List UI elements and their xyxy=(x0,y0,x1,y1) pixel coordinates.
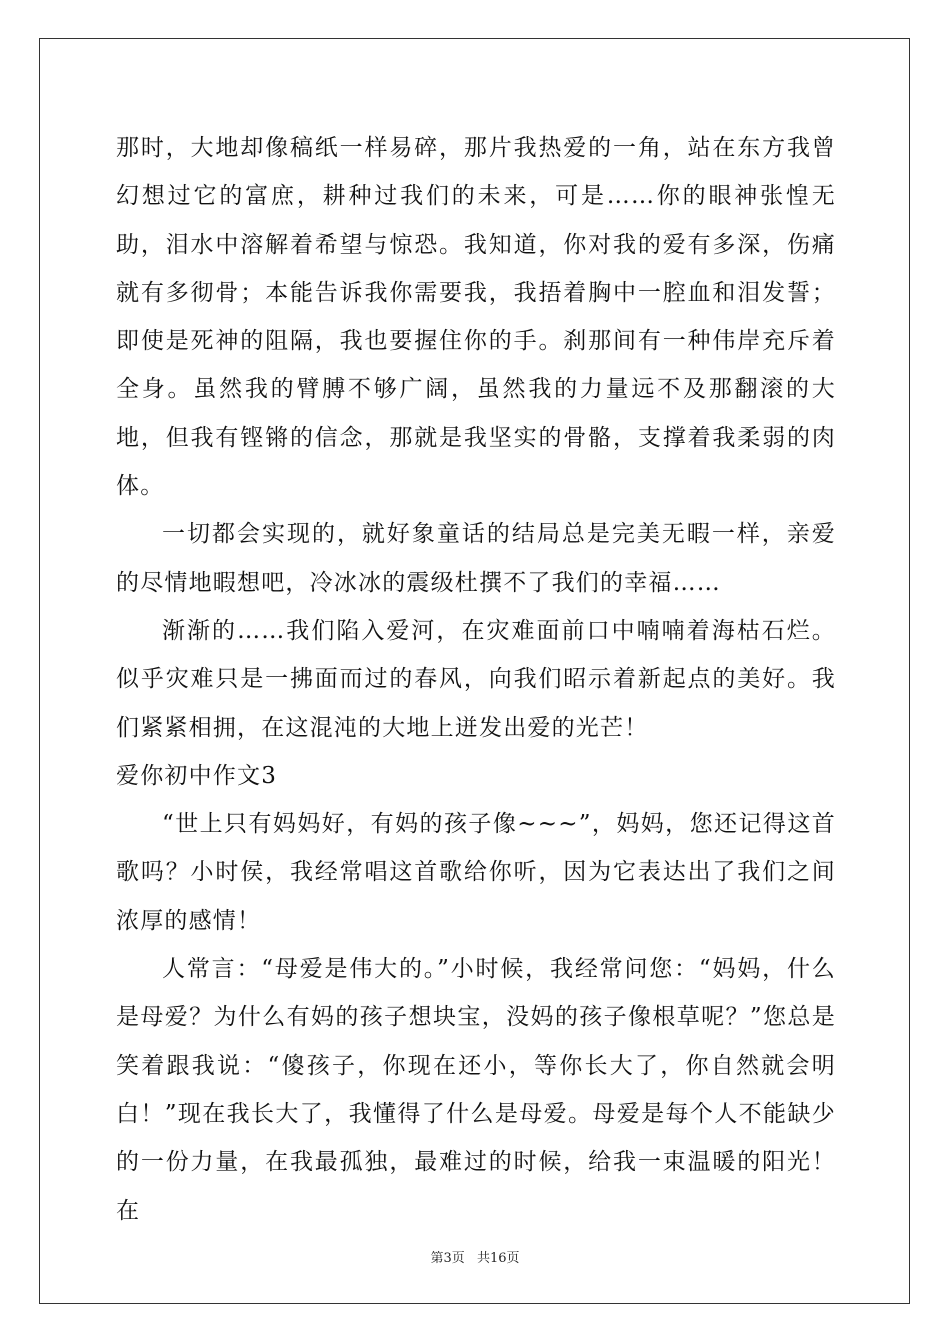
paragraph-2: 一切都会实现的，就好象童话的结局总是完美无暇一样，亲爱的尽情地暇想吧，冷冰冰的震级杜撰不了我们的幸福…… xyxy=(116,521,836,596)
section-paragraph-1: “世上只有妈妈好，有妈的孩子像~~~”，妈妈，您还记得这首歌吗？小时侯，我经常唱这首歌给你听，因为它表达出了我们之间浓厚的感情！ xyxy=(116,811,836,934)
document-body xyxy=(116,124,836,1235)
page-footer xyxy=(0,1247,950,1266)
section-title: 爱你初中作文3 xyxy=(116,762,278,789)
section-paragraph-2: 人常言：“母爱是伟大的。”小时候，我经常问您：“妈妈，什么是母爱？为什么有妈的孩子想块宝，没妈的孩子像根草呢？”您总是笑着跟我说：“傻孩子，你现在还小，等你长大了，你自然就会明白！”现在我长大了，我懂得了什么是母爱。母爱是每个人不能缺少的一份力量，在我最孤独，最难过的时候，给我一束温暖的阳光！在 xyxy=(116,956,836,1224)
page-total: 共16页 xyxy=(476,1251,520,1266)
paragraph-3: 渐渐的……我们陷入爱河，在灾难面前口中喃喃着海枯石烂。似乎灾难只是一拂面而过的春风，向我们昭示着新起点的美好。我们紧紧相拥，在这混沌的大地上迸发出爱的光芒！ xyxy=(116,617,836,741)
paragraph-1: 那时，大地却像稿纸一样易碎，那片我热爱的一角，站在东方我曾幻想过它的富庶，耕种过我们的未来，可是……你的眼神张惶无助，泪水中溶解着希望与惊恐。我知道，你对我的爱有多深，伤痛就有多彻骨；本能告诉我你需要我，我捂着胸中一腔血和泪发誓；即使是死神的阻隔，我也要握住你的手。刹那间有一种伟岸充斥着全身。虽然我的臂膊不够广阔，虽然我的力量远不及那翻滚的大地，但我有铿锵的信念，那就是我坚实的骨骼，支撑着我柔弱的肉体。 xyxy=(116,135,836,500)
page-number: 第3页 xyxy=(430,1251,465,1266)
